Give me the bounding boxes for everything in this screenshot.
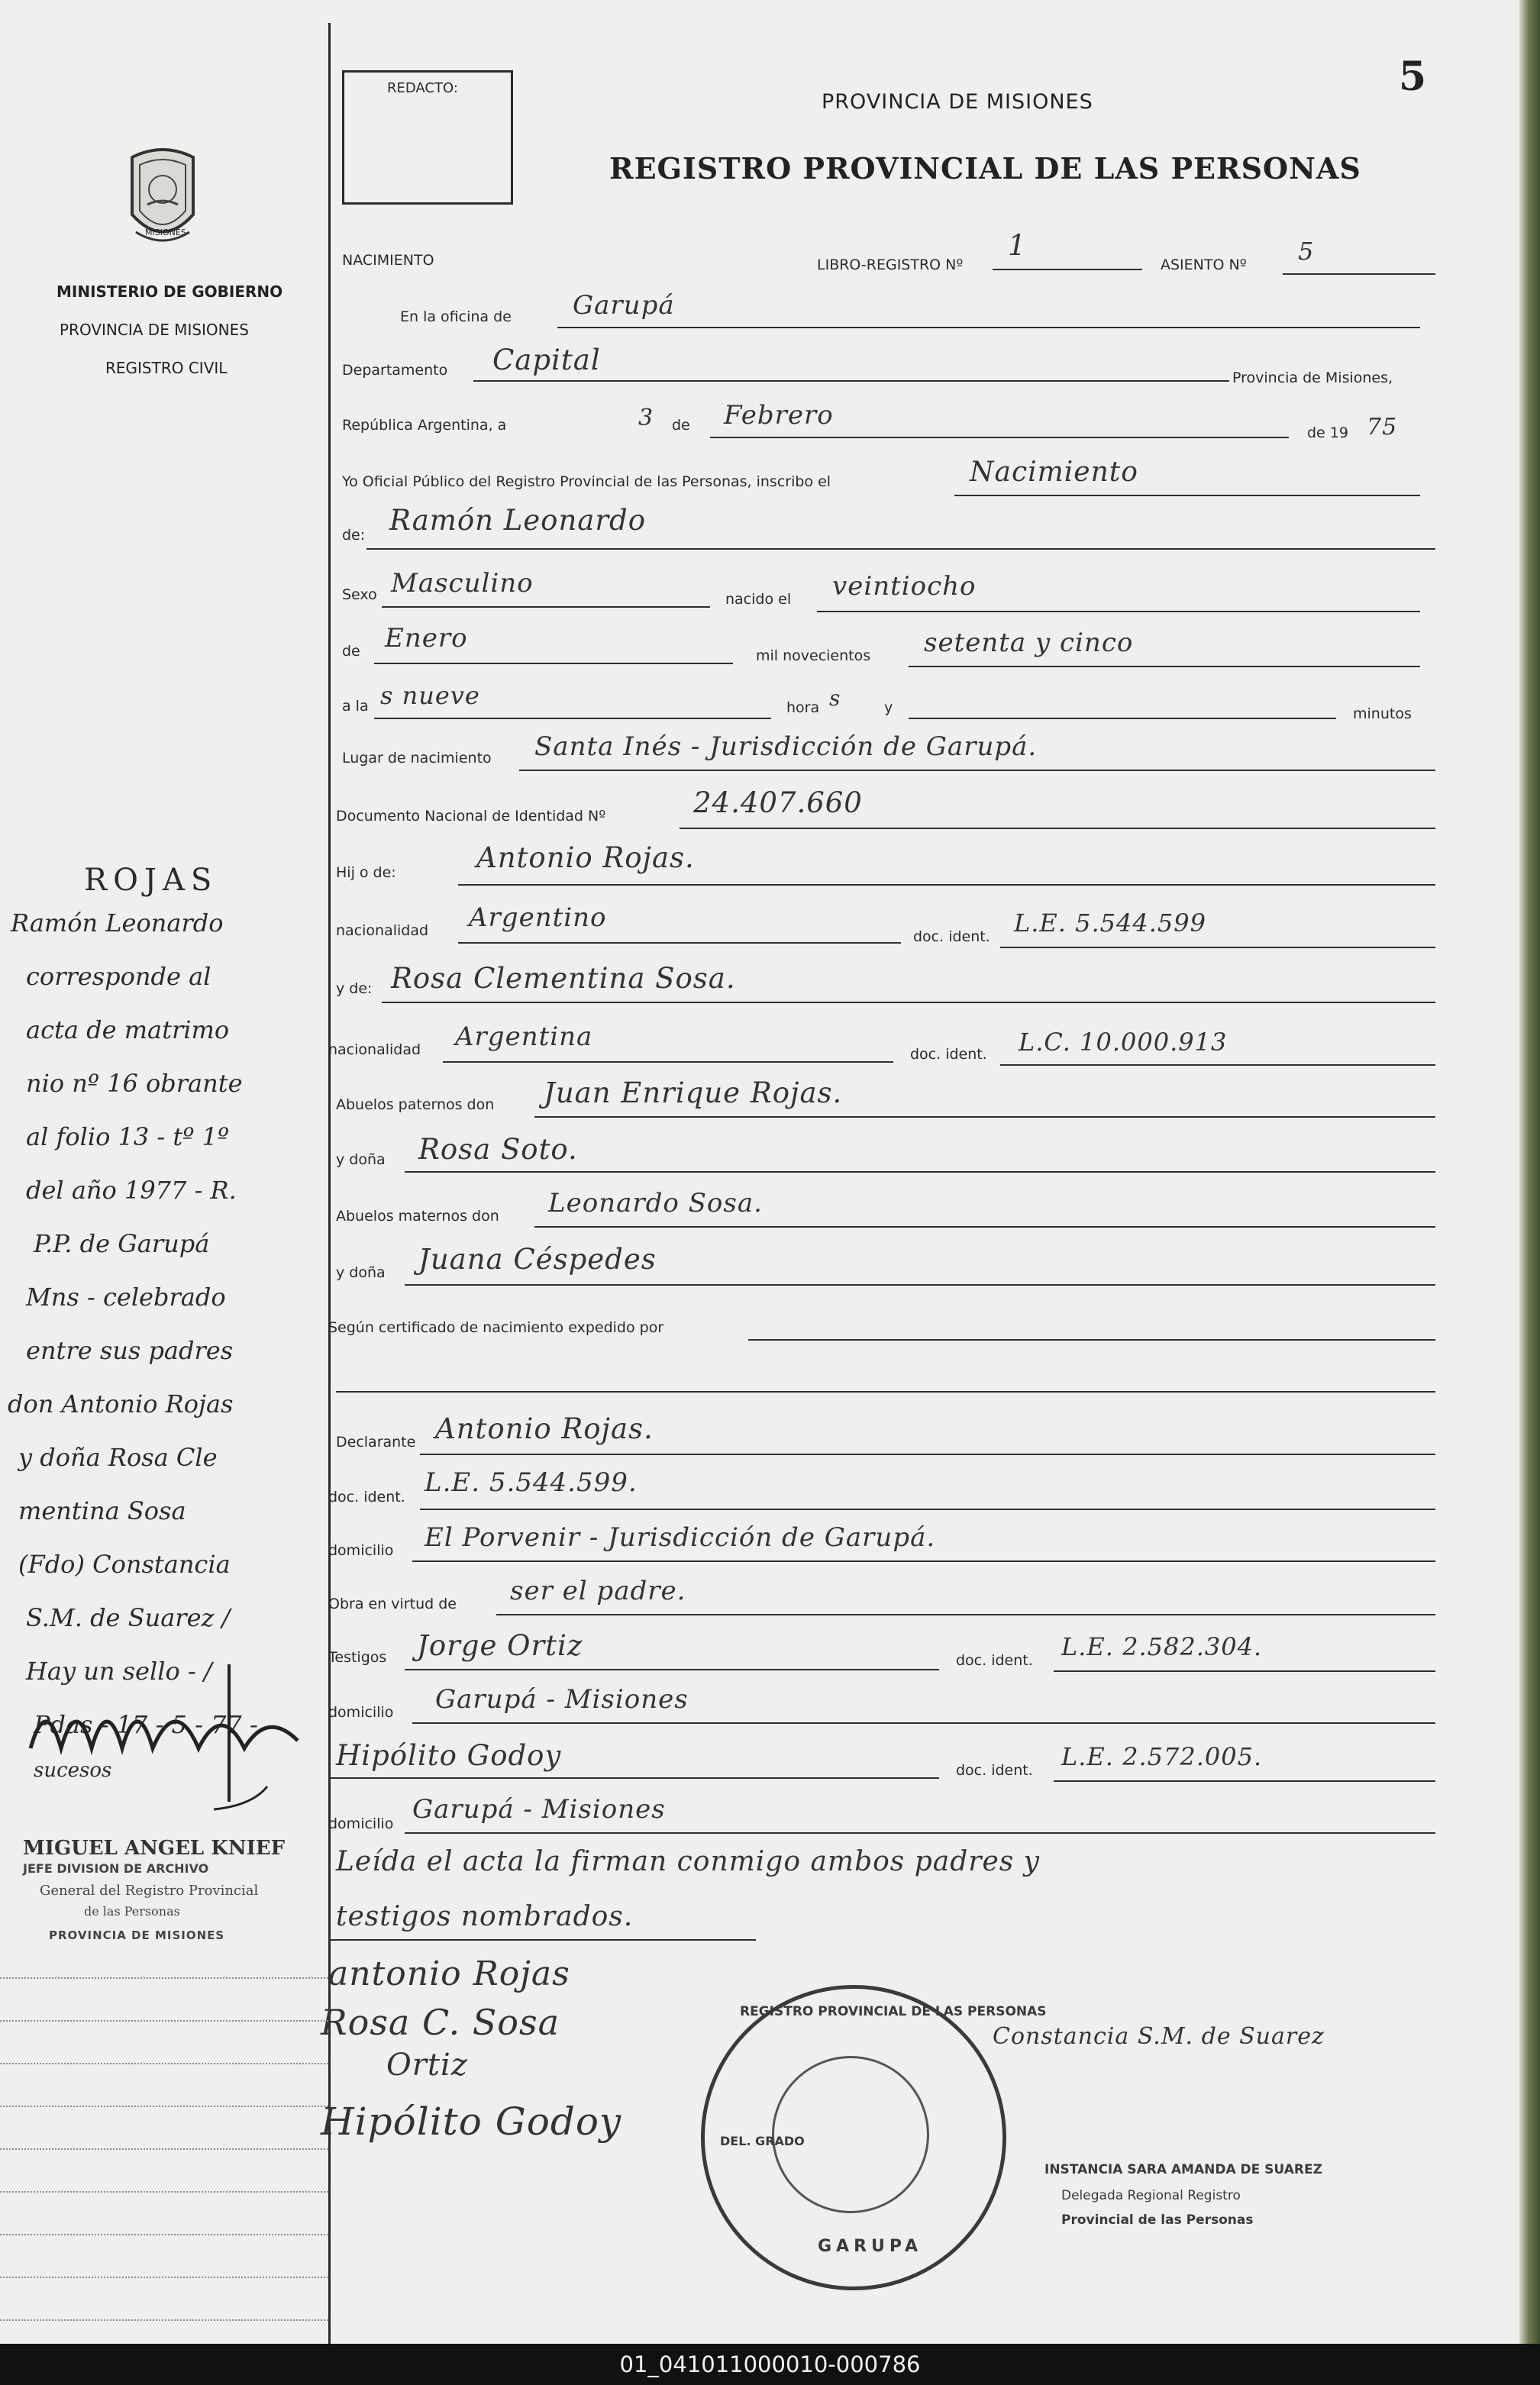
- oficina-label: En la oficina de: [400, 308, 512, 325]
- abuelo-mat-rule: [534, 1226, 1435, 1228]
- anio-prefix: de 19: [1307, 424, 1348, 441]
- margin-stamp-line3: de las Personas: [84, 1904, 180, 1919]
- asiento-value: 5: [1298, 237, 1315, 266]
- nac2-value: Argentina: [455, 1021, 593, 1052]
- margin-surname: ROJAS: [84, 863, 218, 898]
- domicilio1-label: domicilio: [328, 1542, 394, 1559]
- signature-ortiz: Ortiz: [386, 2048, 468, 2083]
- obra-rule: [496, 1614, 1435, 1615]
- sexo-rule: [382, 606, 710, 608]
- margin-line: [0, 2319, 328, 2322]
- mil-rule: [909, 666, 1420, 667]
- official-stamp-line2: Delegada Regional Registro: [1061, 2188, 1241, 2203]
- hora-label: a la: [342, 698, 369, 715]
- margin-divider: [328, 23, 331, 2344]
- domicilio2-value: Garupá - Misiones: [435, 1684, 689, 1715]
- civil-registry-label: REGISTRO CIVIL: [105, 359, 228, 377]
- nacido-rule: [817, 611, 1420, 612]
- lugar-label: Lugar de nacimiento: [342, 750, 492, 766]
- libro-label: LIBRO-REGISTRO Nº: [817, 257, 964, 273]
- header-province: PROVINCIA DE MISIONES: [822, 90, 1093, 114]
- header-registry: REGISTRO PROVINCIAL DE LAS PERSONAS: [609, 151, 1361, 186]
- persona-value: Ramón Leonardo: [389, 504, 646, 537]
- mes-value: Febrero: [724, 400, 834, 431]
- hora-rule: [374, 718, 771, 719]
- redacto-label: REDACTO:: [387, 80, 458, 96]
- nac2-rule: [443, 1061, 893, 1063]
- doc3-value: L.E. 5.544.599.: [425, 1467, 638, 1498]
- domicilio3-label: domicilio: [328, 1815, 394, 1832]
- madre-rule: [382, 1002, 1435, 1003]
- domicilio3-value: Garupá - Misiones: [412, 1794, 666, 1825]
- minutos-label: minutos: [1353, 705, 1412, 722]
- testigo1-value: Jorge Ortiz: [417, 1629, 583, 1662]
- certificado-rule-2: [336, 1391, 1435, 1393]
- sexo-label: Sexo: [342, 586, 377, 603]
- doc2-value: L.C. 10.000.913: [1019, 1028, 1228, 1057]
- horas-value: s: [829, 686, 841, 711]
- margin-line: [0, 2277, 328, 2279]
- margin-line: [0, 2234, 328, 2236]
- margin-line-8: Mns - celebrado: [26, 1283, 226, 1312]
- dia-value: 3: [638, 405, 654, 431]
- dona2-label: y doña: [336, 1264, 386, 1281]
- doc4-rule: [1054, 1670, 1435, 1672]
- margin-line-4: nio nº 16 obrante: [26, 1069, 243, 1098]
- lugar-rule: [519, 770, 1435, 771]
- abuelo-mat-value: Leonardo Sosa.: [548, 1188, 763, 1218]
- inscribo-value: Nacimiento: [970, 457, 1138, 488]
- abuelos-mat-label: Abuelos maternos don: [336, 1208, 499, 1225]
- certificado-rule: [748, 1339, 1435, 1341]
- padre-rule: [458, 884, 1435, 886]
- republica-label: República Argentina, a: [342, 417, 507, 434]
- departamento-rule: [473, 380, 1229, 382]
- official-stamp-line3: Provincial de las Personas: [1061, 2212, 1254, 2228]
- doc4-label: doc. ident.: [956, 1652, 1033, 1669]
- margin-line: [0, 2106, 328, 2108]
- margin-line-11: y doña Rosa Cle: [18, 1443, 218, 1472]
- obra-label: Obra en virtud de: [328, 1596, 457, 1612]
- domicilio1-rule: [412, 1560, 1435, 1562]
- doc2-rule: [1000, 1064, 1435, 1066]
- doc3-rule: [420, 1509, 1435, 1510]
- book-spine: [1519, 0, 1540, 2344]
- margin-stamp-line1: JEFE DIVISION DE ARCHIVO: [23, 1861, 209, 1876]
- asiento-rule: [1283, 273, 1435, 275]
- leida-line2: testigos nombrados.: [336, 1901, 634, 1932]
- margin-stamp-line4: PROVINCIA DE MISIONES: [49, 1928, 225, 1942]
- dni-label: Documento Nacional de Identidad Nº: [336, 808, 606, 825]
- margin-signature-icon: [23, 1649, 313, 1820]
- abuela-pat-value: Rosa Soto.: [418, 1133, 578, 1166]
- province-crest-icon: [121, 142, 205, 260]
- certificado-label: Según certificado de nacimiento expedido por: [328, 1319, 664, 1336]
- abuelos-pat-label: Abuelos paternos don: [336, 1096, 495, 1113]
- margin-line-13: (Fdo) Constancia: [18, 1550, 231, 1579]
- margin-line: [0, 2191, 328, 2193]
- doc5-value: L.E. 2.572.005.: [1061, 1742, 1263, 1771]
- de-label: de: [672, 417, 690, 434]
- fecha-rule: [710, 437, 1289, 438]
- domicilio1-value: El Porvenir - Jurisdicción de Garupá.: [425, 1522, 936, 1553]
- margin-line-3: acta de matrimo: [26, 1015, 230, 1044]
- signature-rosa: Rosa C. Sosa: [321, 2002, 560, 2043]
- nac1-label: nacionalidad: [336, 922, 429, 939]
- image-id: 01_041011000010-000786: [619, 2351, 921, 2377]
- crest-text: MISIONES: [145, 228, 186, 237]
- doc2-label: doc. ident.: [910, 1046, 987, 1063]
- official-stamp-line1: INSTANCIA SARA AMANDA DE SUAREZ: [1044, 2162, 1322, 2177]
- oficina-value: Garupá: [573, 290, 675, 321]
- hijo-label: Hij o de:: [336, 864, 396, 881]
- signature-antonio: antonio Rojas: [328, 1954, 570, 1993]
- sexo-value: Masculino: [391, 568, 534, 599]
- mes-nac-label: de: [342, 643, 360, 660]
- margin-line-17: sucesos: [34, 1759, 112, 1782]
- domicilio3-rule: [405, 1832, 1435, 1834]
- dona1-label: y doña: [336, 1151, 386, 1168]
- leida-rule: [328, 1939, 756, 1941]
- margin-line-7: P.P. de Garupá: [34, 1229, 210, 1258]
- mes-nac-rule: [374, 663, 733, 664]
- signature-official: Constancia S.M. de Suarez: [993, 2023, 1325, 2050]
- abuelo-pat-rule: [534, 1116, 1435, 1118]
- departamento-value: Capital: [492, 344, 601, 376]
- doc1-value: L.E. 5.544.599: [1014, 908, 1206, 938]
- nacido-label: nacido el: [725, 591, 792, 608]
- declarante-value: Antonio Rojas.: [435, 1412, 654, 1445]
- nac1-value: Argentino: [469, 902, 607, 933]
- ministry-province-label: PROVINCIA DE MISIONES: [60, 321, 249, 339]
- persona-rule: [366, 548, 1435, 550]
- ministry-label: MINISTERIO DE GOBIERNO: [56, 282, 283, 301]
- declarante-label: Declarante: [336, 1434, 416, 1451]
- madre-value: Rosa Clementina Sosa.: [391, 962, 736, 995]
- dni-value: 24.407.660: [693, 786, 863, 819]
- oficina-rule: [557, 327, 1420, 328]
- hora-value: s nueve: [380, 681, 480, 710]
- nac1-rule: [458, 942, 901, 944]
- inscribo-rule: [954, 495, 1420, 496]
- y-de-label: y de:: [336, 980, 373, 997]
- margin-line-16: Pdas - 17 - 5 - 77 -: [34, 1710, 258, 1739]
- margin-line-5: al folio 13 - tº 1º: [26, 1122, 229, 1151]
- mil-label: mil novecientos: [756, 647, 871, 664]
- leida-line1: Leída el acta la firman conmigo ambos padres y: [336, 1846, 1041, 1877]
- y-label: y: [884, 699, 893, 716]
- mil-value: setenta y cinco: [924, 628, 1134, 658]
- doc1-rule: [1000, 947, 1435, 948]
- redacto-box: [342, 70, 513, 205]
- margin-line: [0, 1977, 328, 1980]
- horas-label: hora: [786, 699, 820, 716]
- doc4-value: L.E. 2.582.304.: [1061, 1632, 1263, 1661]
- anio-value: 75: [1367, 414, 1398, 441]
- margin-line-2: corresponde al: [26, 962, 211, 991]
- margin-line-10: don Antonio Rojas: [8, 1389, 234, 1418]
- margin-stamp-name: MIGUEL ANGEL KNIEF: [23, 1837, 286, 1860]
- testigos-label: Testigos: [328, 1649, 387, 1666]
- margin-line: [0, 2020, 328, 2022]
- domicilio2-label: domicilio: [328, 1704, 394, 1721]
- doc1-label: doc. ident.: [913, 928, 990, 945]
- margin-line-12: mentina Sosa: [18, 1496, 186, 1525]
- testigo2-rule: [328, 1777, 939, 1779]
- libro-rule: [993, 269, 1142, 270]
- minutos-rule: [909, 718, 1336, 719]
- margin-line-9: entre sus padres: [26, 1336, 234, 1365]
- padre-value: Antonio Rojas.: [476, 841, 695, 874]
- departamento-label: Departamento: [342, 362, 448, 379]
- margin-stamp-line2: General del Registro Provincial: [40, 1883, 259, 1899]
- abuela-mat-value: Juana Céspedes: [418, 1243, 657, 1276]
- abuela-pat-rule: [405, 1171, 1435, 1173]
- obra-value: ser el padre.: [510, 1576, 686, 1606]
- oficial-text: Yo Oficial Público del Registro Provincial de las Personas, inscribo el: [342, 473, 831, 490]
- seal-bottom-text: GARUPA: [818, 2237, 923, 2256]
- margin-line-15: Hay un sello - /: [26, 1657, 212, 1686]
- margin-line: [0, 2148, 328, 2151]
- doc5-rule: [1054, 1780, 1435, 1782]
- domicilio2-rule: [412, 1722, 1435, 1724]
- lugar-value: Santa Inés - Jurisdicción de Garupá.: [534, 731, 1038, 762]
- margin-line-14: S.M. de Suarez /: [26, 1603, 231, 1632]
- nacido-value: veintiocho: [832, 571, 977, 602]
- doc5-label: doc. ident.: [956, 1762, 1033, 1779]
- libro-value: 1: [1008, 229, 1027, 262]
- image-id-bar: [0, 2344, 1540, 2385]
- margin-line: [0, 2063, 328, 2065]
- seal-ring-text: REGISTRO PROVINCIAL DE LAS PERSONAS: [740, 2004, 1047, 2019]
- testigo2-value: Hipólito Godoy: [336, 1739, 562, 1772]
- abuelo-pat-value: Juan Enrique Rojas.: [544, 1076, 843, 1109]
- mes-nac-value: Enero: [385, 623, 468, 654]
- abuela-mat-rule: [405, 1284, 1435, 1286]
- act-type-label: NACIMIENTO: [342, 252, 434, 269]
- testigo1-rule: [405, 1669, 939, 1670]
- nac2-label: nacionalidad: [328, 1041, 421, 1058]
- dni-rule: [680, 828, 1435, 829]
- seal-side-text: DEL. GRADO: [720, 2134, 805, 2148]
- declarante-rule: [420, 1454, 1435, 1455]
- de-persona-label: de:: [342, 527, 366, 544]
- page-number: 5: [1399, 53, 1427, 100]
- margin-line-6: del año 1977 - R.: [26, 1176, 237, 1205]
- asiento-label: ASIENTO Nº: [1161, 257, 1247, 273]
- provincia-suffix: Provincia de Misiones,: [1232, 370, 1393, 386]
- signature-hipolito: Hipólito Godoy: [321, 2099, 622, 2144]
- margin-line-1: Ramón Leonardo: [11, 908, 224, 938]
- registry-seal: [701, 1985, 1047, 2290]
- doc3-label: doc. ident.: [328, 1489, 405, 1506]
